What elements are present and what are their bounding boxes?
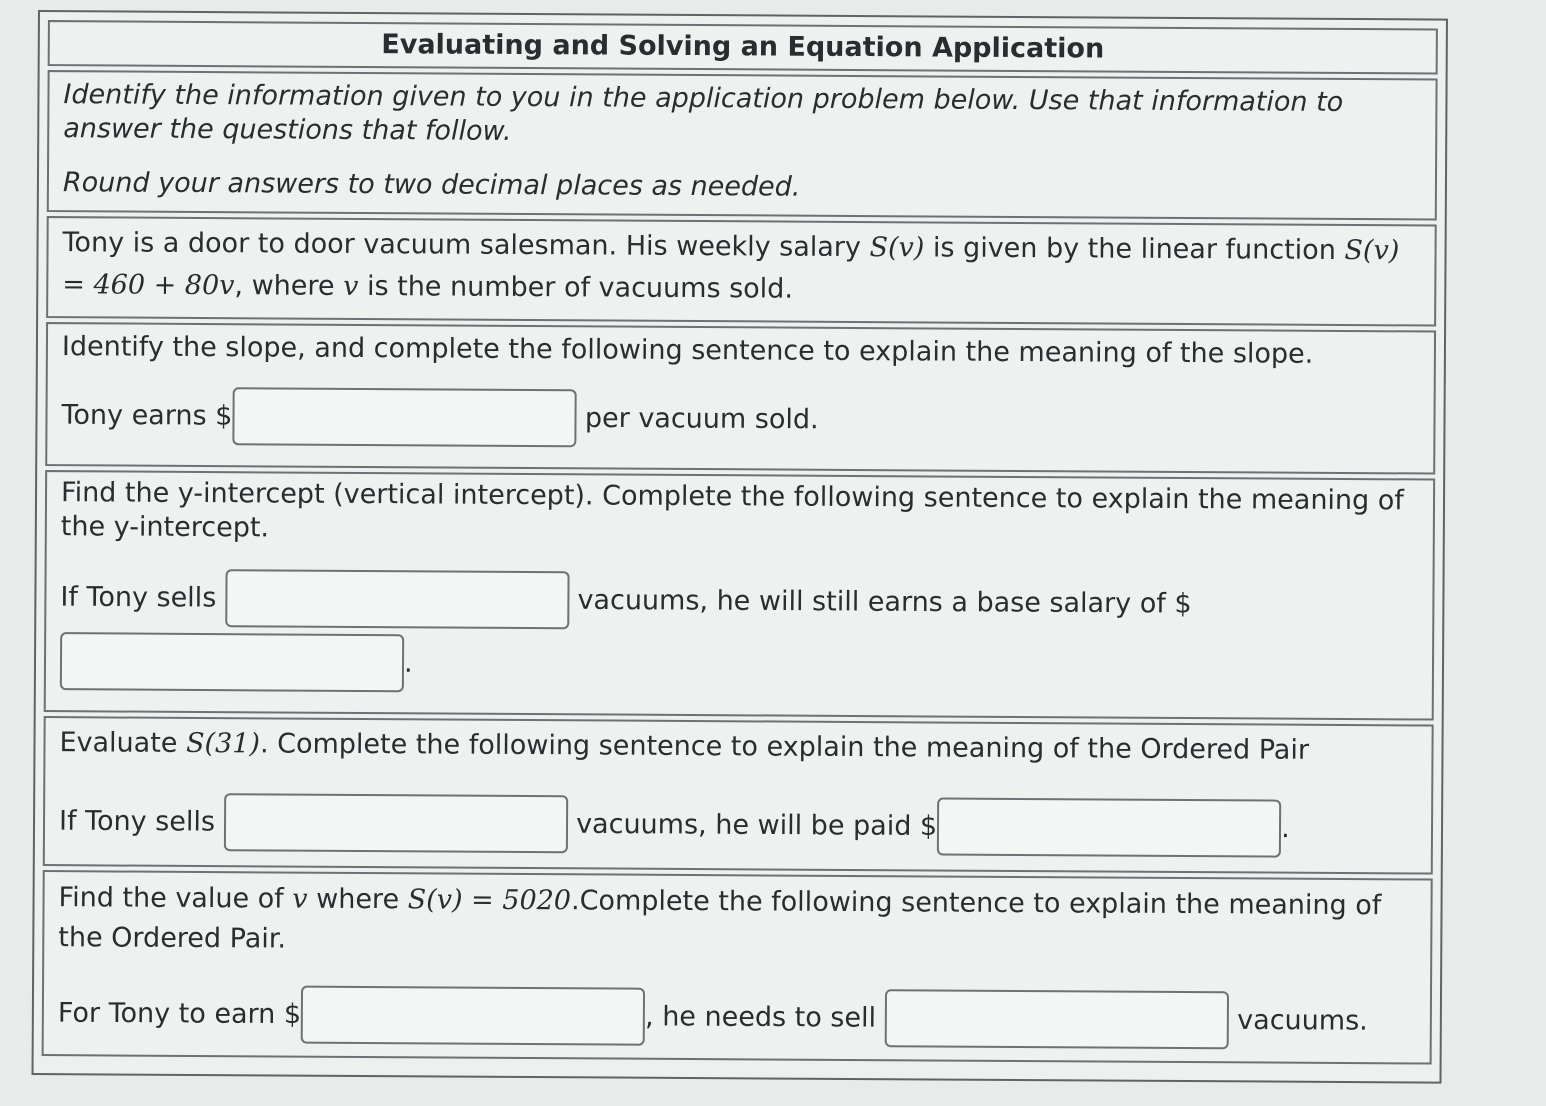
intercept-prefix: If Tony sells: [60, 581, 217, 614]
evaluate-middle: vacuums, he will be paid $: [576, 808, 938, 843]
variable-v: v: [343, 270, 359, 302]
instructions-block: [47, 70, 1438, 220]
evaluate-q-suffix: . Complete the following sentence to explain the meaning of the Ordered Pair: [259, 728, 1310, 766]
solve-var: v: [292, 883, 308, 915]
slope-section: [45, 322, 1436, 474]
evaluate-math: S(31): [185, 727, 261, 760]
intercept-middle: vacuums, he will still earns a base salary of $: [577, 584, 1192, 620]
intercept-vacuums-input[interactable]: [225, 569, 569, 629]
problem-sentence-c: , where: [234, 270, 335, 302]
solve-vacuums-input[interactable]: [884, 989, 1228, 1049]
solve-question: [44, 878, 1430, 966]
evaluate-q-prefix: Evaluate: [59, 727, 178, 759]
rounding-note: Round your answers to two decimal places as needed.: [62, 167, 801, 203]
solve-sentence: [58, 984, 1416, 1050]
slope-answer-input[interactable]: [232, 387, 576, 447]
solve-q-suffix: .Complete the following sentence to explain the meaning of the Ordered Pair.: [58, 885, 1382, 955]
solve-earn-input[interactable]: [301, 986, 645, 1046]
problem-statement: [46, 216, 1437, 326]
solve-section: [42, 870, 1433, 1064]
solve-q-prefix: Find the value of: [58, 882, 284, 915]
solve-end: vacuums.: [1237, 1004, 1368, 1037]
problem-sentence-a: Tony is a door to door vacuum salesman. His weekly salary: [62, 227, 862, 264]
evaluate-section: [43, 716, 1434, 874]
intercept-salary-input[interactable]: [60, 632, 404, 692]
solve-prefix: For Tony to earn $: [57, 997, 302, 1031]
solve-math: S(v) = 5020: [407, 884, 572, 917]
evaluate-sentence: [59, 792, 1417, 858]
evaluate-prefix: If Tony sells: [58, 805, 216, 838]
intercept-end: .: [403, 647, 413, 679]
function-name: S(v): [869, 232, 925, 264]
solve-middle: , he needs to sell: [644, 1001, 877, 1034]
slope-suffix: per vacuum sold.: [584, 402, 819, 436]
problem-panel: [31, 10, 1447, 1084]
intercept-sentence: [60, 568, 1418, 634]
evaluate-end: .: [1281, 813, 1290, 845]
slope-question: Identify the slope, and complete the following sentence to explain the meaning of the slope.: [61, 331, 1314, 370]
intercept-sentence-cont: [60, 632, 1418, 698]
function-equation: S(v) = 460 + 80v: [62, 234, 1400, 302]
instructions-text: Identify the information given to you in the application problem below. Use that information to answer the questions that follow.: [63, 79, 1344, 147]
problem-sentence-b: is given by the linear function: [932, 232, 1336, 266]
problem-text: [48, 222, 1434, 314]
slope-prefix: Tony earns $: [61, 399, 233, 432]
page-title: Evaluating and Solving an Equation Application: [48, 20, 1438, 74]
evaluate-vacuums-input[interactable]: [223, 793, 567, 853]
intercept-section: [44, 470, 1435, 720]
intercept-question: Find the y-intercept (vertical intercept). Complete the following sentence to explain the meaning of the y-intercept.: [60, 477, 1404, 544]
evaluate-question: [45, 726, 1431, 768]
evaluate-pay-input[interactable]: [937, 798, 1281, 858]
slope-sentence: [61, 386, 1419, 452]
problem-sentence-d: is the number of vacuums sold.: [366, 271, 794, 305]
solve-q-where: where: [316, 883, 400, 916]
